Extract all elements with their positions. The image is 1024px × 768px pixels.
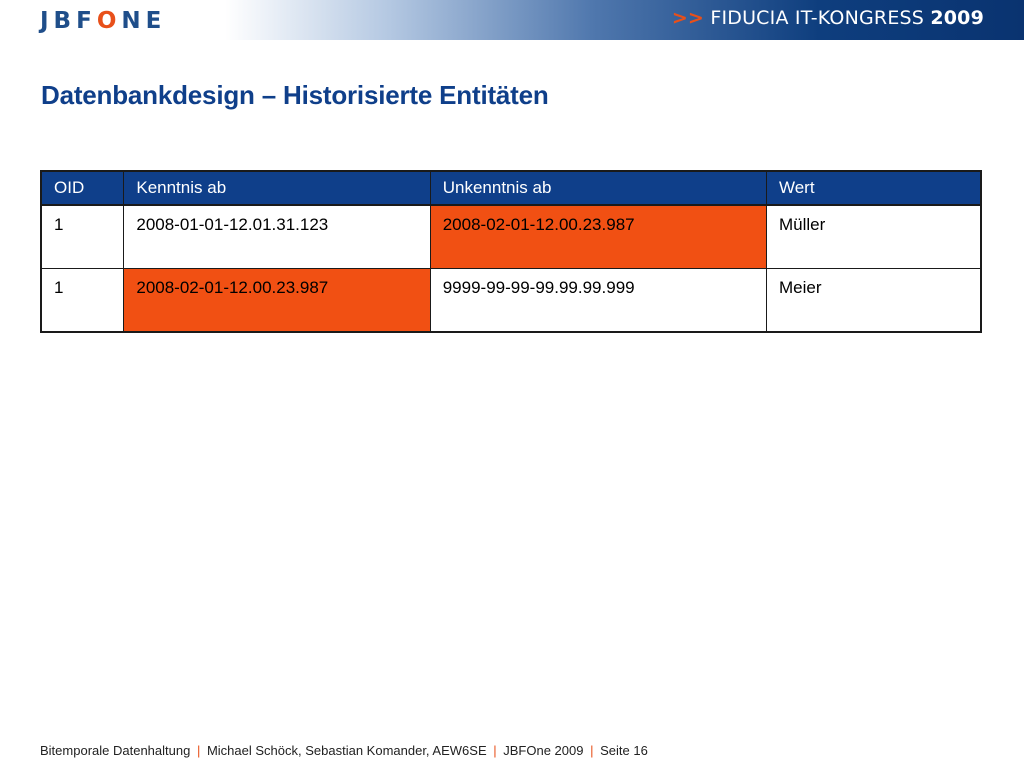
footer-page-number: Seite 16 bbox=[600, 743, 648, 758]
congress-name: FIDUCIA IT-KONGRESS bbox=[710, 7, 925, 29]
footer-authors: Michael Schöck, Sebastian Komander, AEW6SE bbox=[206, 743, 487, 758]
footer-event: JBFOne 2009 bbox=[503, 743, 584, 758]
cell-oid: 1 bbox=[41, 205, 124, 269]
footer-topic: Bitemporale Datenhaltung bbox=[40, 743, 191, 758]
congress-year: 2009 bbox=[930, 7, 984, 29]
cell-wert: Meier bbox=[766, 269, 981, 333]
cell-oid: 1 bbox=[41, 269, 124, 333]
cell-kenntnis-ab-highlighted: 2008-02-01-12.00.23.987 bbox=[124, 269, 430, 333]
table-row bbox=[41, 205, 981, 269]
footer-separator: | bbox=[196, 743, 201, 758]
footer-separator: | bbox=[493, 743, 497, 758]
table-row bbox=[41, 269, 981, 333]
header-unkenntnis-ab: Unkenntnis ab bbox=[430, 171, 766, 205]
header-wert: Wert bbox=[766, 171, 981, 205]
jbfone-logo: JBFONE bbox=[40, 8, 167, 34]
footer-separator: | bbox=[590, 743, 594, 758]
header-oid: OID bbox=[41, 171, 124, 205]
cell-unkenntnis-ab-highlighted: 2008-02-01-12.00.23.987 bbox=[430, 205, 766, 269]
header-kenntnis-ab: Kenntnis ab bbox=[124, 171, 430, 205]
cell-wert: Müller bbox=[766, 205, 981, 269]
double-chevron-icon: >> bbox=[671, 7, 705, 29]
cell-kenntnis-ab: 2008-01-01-12.01.31.123 bbox=[124, 205, 430, 269]
history-table bbox=[40, 170, 982, 333]
table-header-row bbox=[41, 171, 981, 205]
cell-unkenntnis-ab: 9999-99-99-99.99.99.999 bbox=[430, 269, 766, 333]
header-banner bbox=[0, 0, 1024, 40]
footer bbox=[40, 743, 648, 758]
congress-label bbox=[672, 7, 984, 29]
slide-title: Datenbankdesign – Historisierte Entitäten bbox=[41, 80, 549, 110]
